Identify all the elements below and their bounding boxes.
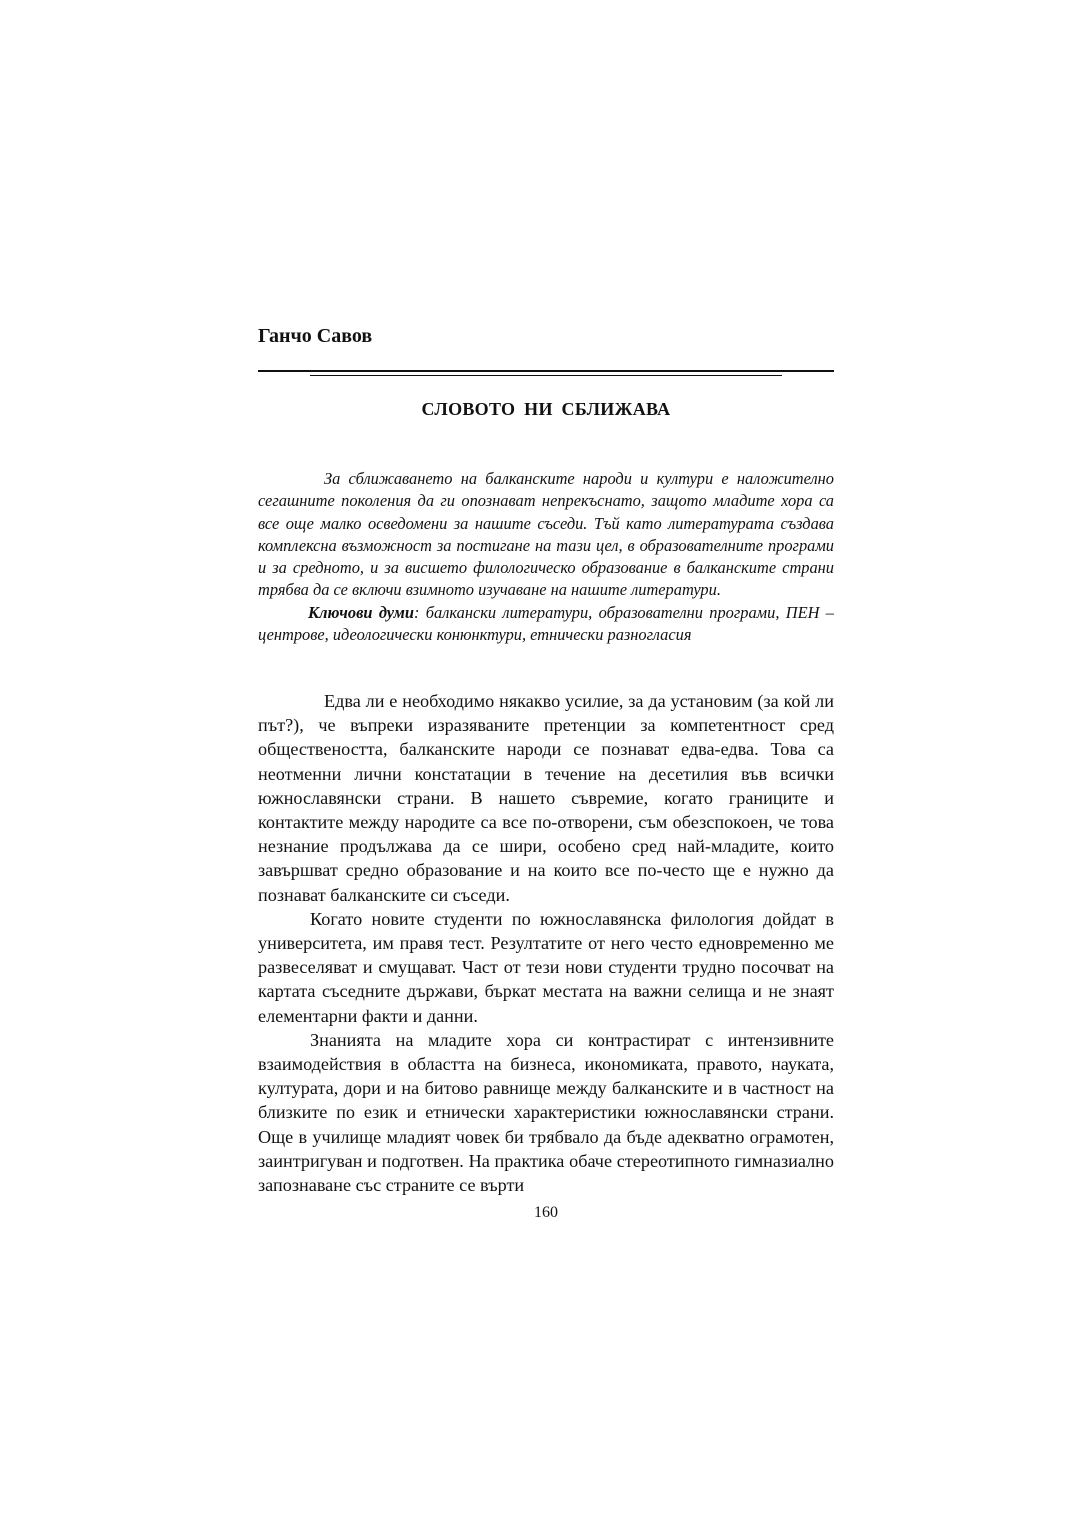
article-body <box>258 689 834 1197</box>
header-rule-thick <box>258 370 834 372</box>
keywords <box>258 602 834 647</box>
body-paragraph-1: Едва ли е необходимо някакво усилие, за да установим (за кой ли път?), че въпреки изразяваните претенции за компетентност сред обществеността, балканските народи се познават едва-едва. Това са неотменни лични констатации в течение на десетилия във всички южнославянски страни. В нашето съвремие, когато границите и контактите между народите са все по-отворени, съм обезспокоен, че това незнание продължава да се шири, особено сред най-младите, които завършват средно образование и на които все по-често ще е нужно да познават балканските си съседи. <box>258 691 834 905</box>
keywords-label: Ключови думи <box>308 602 414 622</box>
abstract <box>258 468 834 646</box>
body-paragraph-3: Знанията на младите хора си контрастират с интензивните взаимодействия в областта на бизнеса, икономиката, правото, науката, културата, дори и на битово равнище между балканските и в частност на близките по език и етнически характеристики южнославянски страни. Още в училище младият човек би трябвало да бъде адекватно ограмотен, заинтригуван и подготвен. На практика обаче стереотипното гимназиално запознаване със страните се върти <box>258 1029 834 1196</box>
header-rule-thin <box>310 375 782 376</box>
abstract-text: За сближаването на балканските народи и култури е наложително сегашните поколения да ги опознават непрекъснато, защото младите хора са все още малко осведомени за нашите съседи. Тъй като литературата създава комплексна възможност за постигане на тази цел, в образователните програми и за средното, и за висшето филологическо образование в балканските страни трябва да се включи взимното изучаване на нашите литератури. <box>258 469 834 600</box>
keywords-text: : балкански литератури, образователни програми, ПЕН – центрове, идеологически конюнктури, етнически разногласия <box>258 602 834 645</box>
body-paragraph-2: Когато новите студенти по южнославянска филология дойдат в университета, им правя тест. Резултатите от него често едновременно ме развеселяват и смущават. Част от тези нови студенти трудно посочват на картата съседните държави, бъркат местата на важни селища и не знаят елементарни факти и данни. <box>258 908 834 1026</box>
article-title: СЛОВОТО НИ СБЛИЖАВА <box>421 399 671 419</box>
author-name: Ганчо Савов <box>258 325 373 347</box>
page-number: 160 <box>534 1204 558 1221</box>
document-page <box>258 0 834 1528</box>
